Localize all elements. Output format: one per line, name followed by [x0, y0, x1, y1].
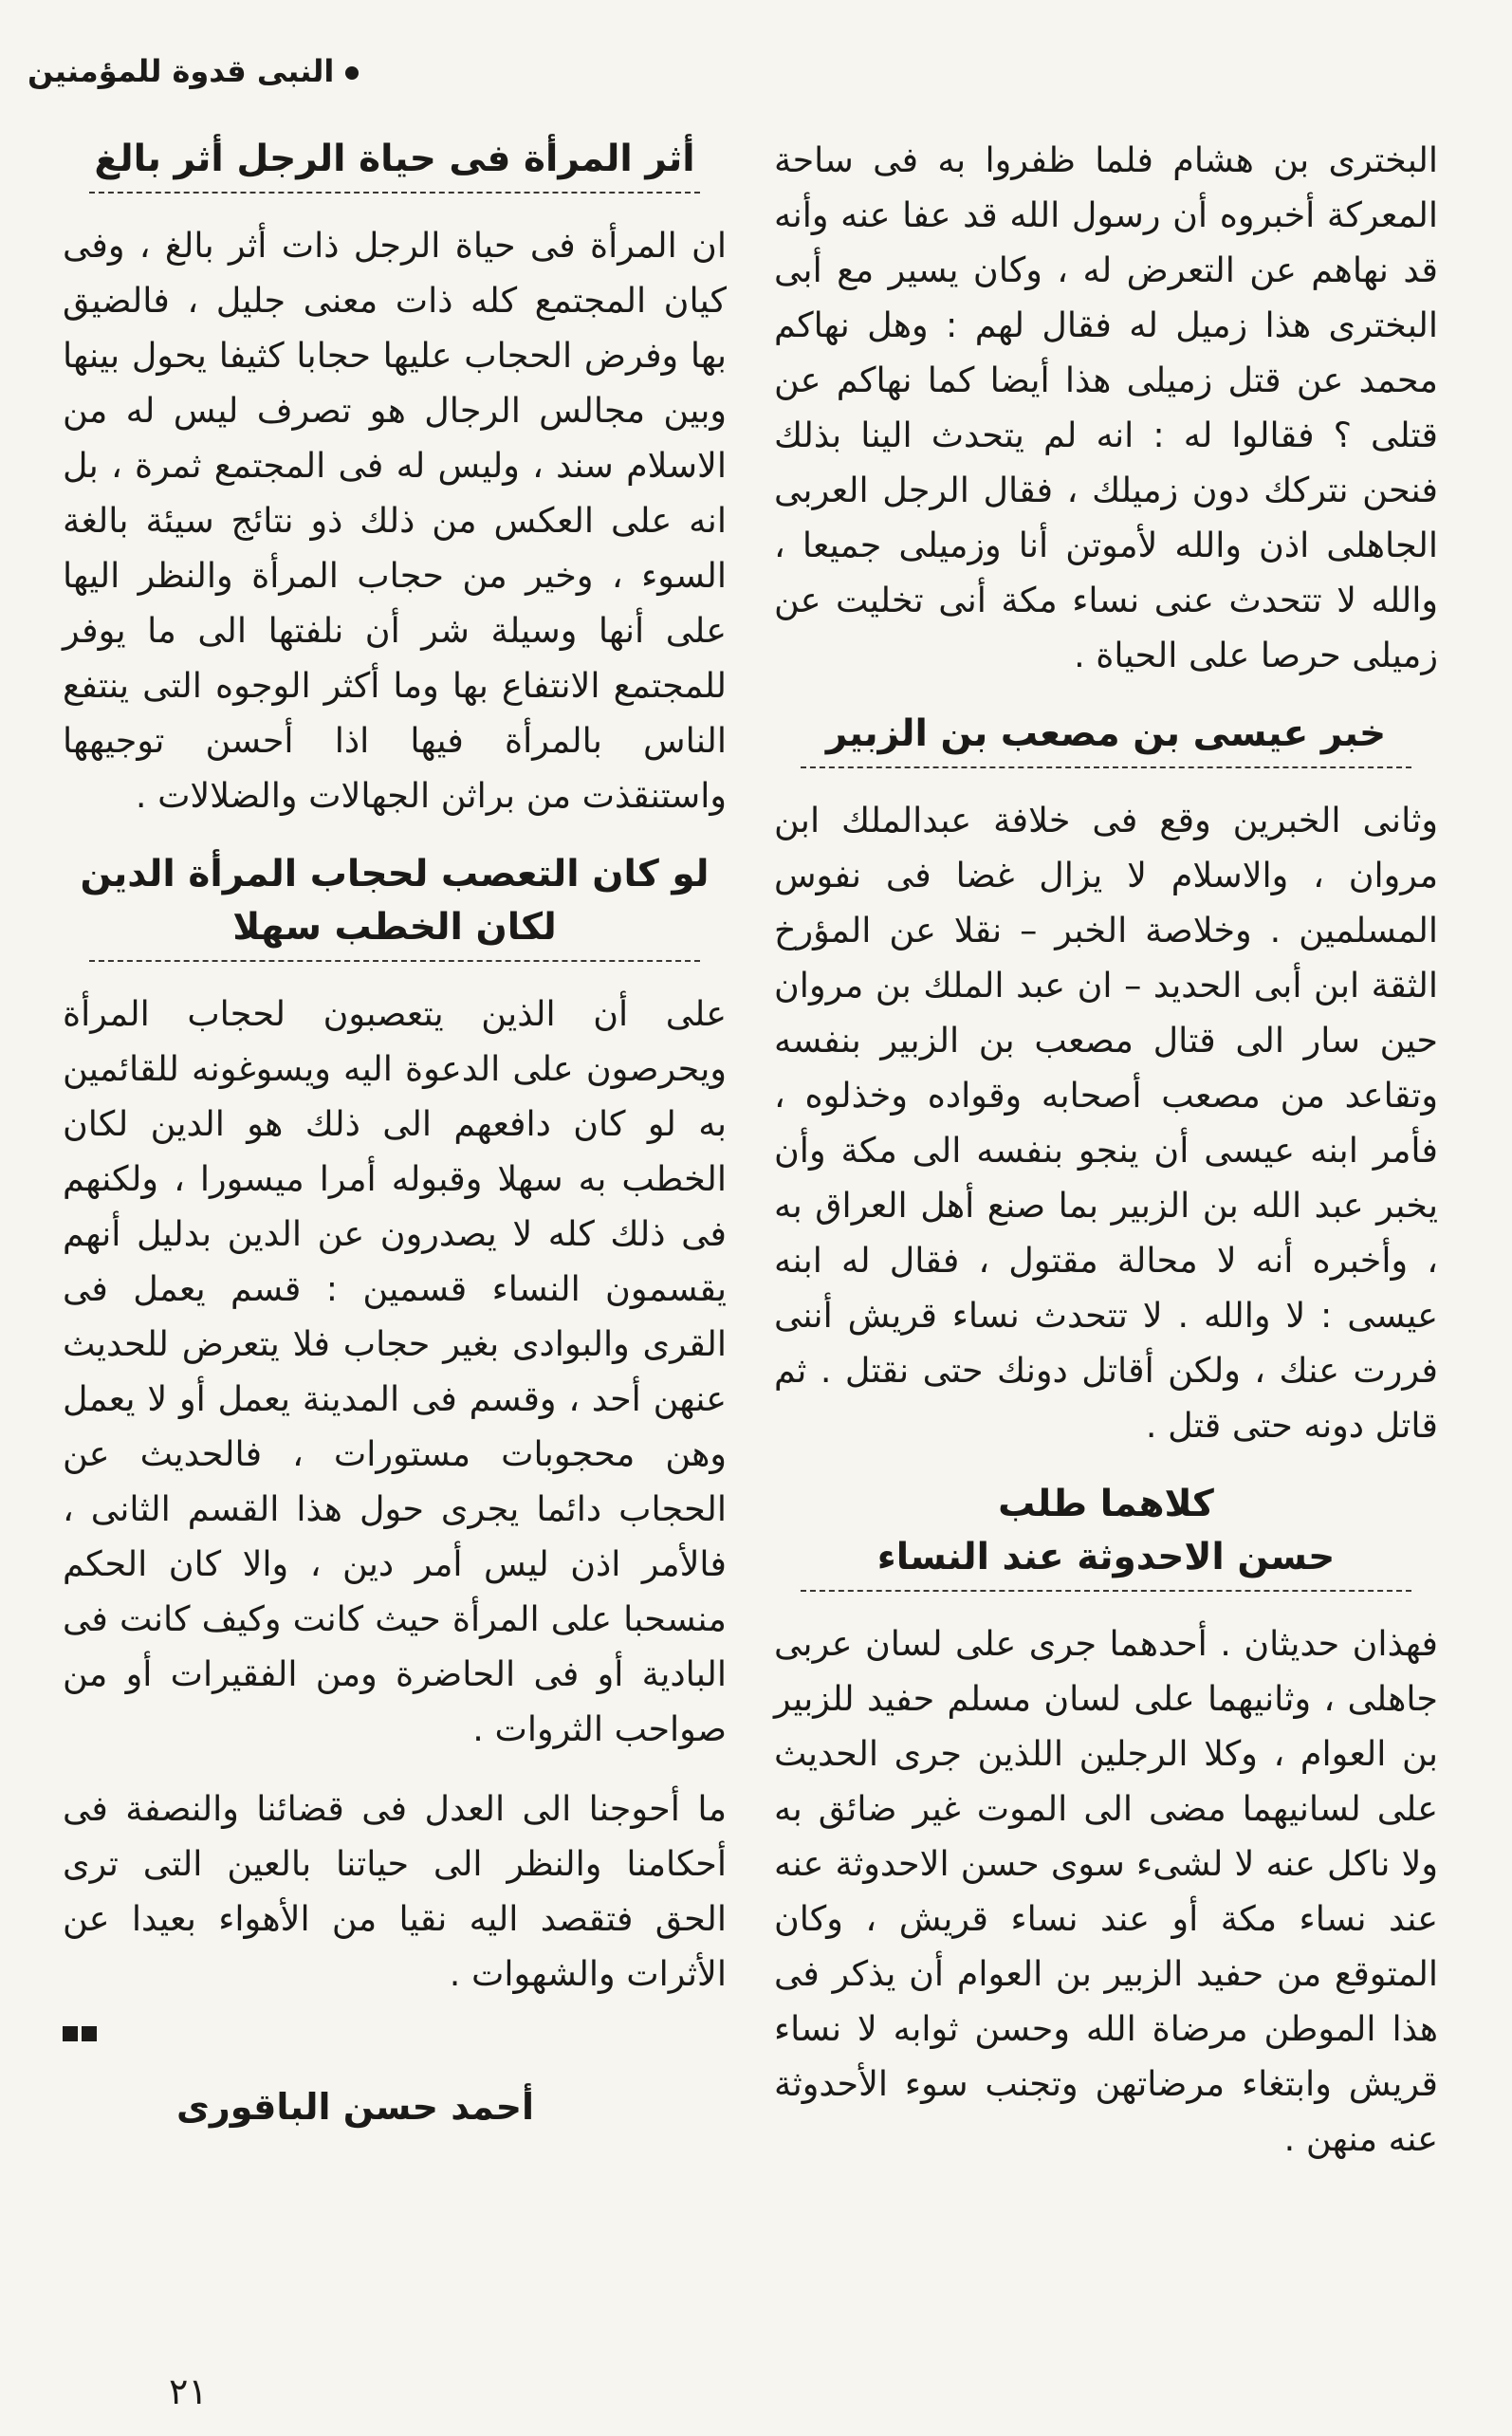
right-paragraph-3: فهذان حديثان . أحدهما جرى على لسان عربى جاهلى ، وثانيهما على لسان مسلم حفيد للزبير بن العوام ، وكلا الرجلين اللذين جرى الحديث على لسانيهما مضى الى الموت غير ضائق به ولا ناكل عنه لا لشىء سوى حسن الاحدوثة عنه عند نساء مكة أو عند نساء قريش ، وكان المتوقع من حفيد الزبير بن العوام أن يذكر فى هذا الموطن مرضاة الله وحسن ثوابه لا نساء قريش وابتغاء مرضاتهن وتجنب سوء الأحدوثة عنه منهن .: [774, 1623, 1438, 2159]
right-column: [774, 133, 1438, 2191]
left-paragraph-1: ان المرأة فى حياة الرجل ذات أثر بالغ ، وفى كيان المجتمع كله ذات معنى جليل ، فالضيق بها وفرض الحجاب عليها حجابا كثيفا يحول بينها وبين مجالس الرجال هو تصرف ليس له من الاسلام سند ، وليس له فى المجتمع ثمرة ، بل انه على العكس من ذلك ذو نتائج سيئة بالغة السوء ، وخير من حجاب المرأة والنظر اليها على أنها وسيلة شر أن نلفتها الى ما يوفر للمجتمع الانتفاع بها وما أكثر الوجوه التى ينتفع الناس بالمرأة فيها اذا أحسن توجيهها واستنقذت من براثن الجهالات والضلالات .: [63, 225, 727, 816]
left-heading-2-line2: لكان الخطب سهلا: [232, 906, 557, 949]
square-mark-icon: [82, 2026, 97, 2041]
end-of-article-marks: [63, 2026, 727, 2045]
left-heading-2-line1: لو كان التعصب لحجاب المرأة الدين: [80, 853, 710, 895]
right-intro-paragraph: البخترى بن هشام فلما ظفروا به فى ساحة المعركة أخبروه أن رسول الله قد عفا عنه وأنه قد نهاهم عن التعرض له ، وكان يسير مع أبى البخترى هذا زميل له فقال لهم : وهل نهاكم محمد عن قتل زميلى هذا أيضا كما نهاكم عن قتلى ؟ فقالوا له : انه لم يتحدث الينا بذلك فنحن نتركك دون زميلك ، فقال الرجل العربى الجاهلى اذن والله لأموتن أنا وزميلى جميعا ، والله لا تتحدث عنى نساء مكة أنى تخليت عن زميلى حرصا على الحياة .: [774, 139, 1438, 675]
left-heading-1-text: أثر المرأة فى حياة الرجل أثر بالغ: [94, 138, 695, 180]
page-number: ٢١: [169, 2371, 208, 2412]
right-heading-3-line1: كلاهما طلب: [998, 1483, 1214, 1525]
left-paragraph-2: على أن الذين يتعصبون لحجاب المرأة ويحرصون على الدعوة اليه ويسوغونه للقائمين به لو كان دافعهم الى ذلك هو الدين لكان الخطب به سهلا وقبوله أمرا ميسورا ، ولكنهم فى ذلك كله لا يصدرون عن الدين بدليل أنهم يقسمون النساء قسمين : قسم يعمل فى القرى والبوادى بغير حجاب فلا يتعرض للحديث عنهن أحد ، وقسم فى المدينة يعمل أو لا يعمل وهن محجوبات مستورات ، فالحديث عن الحجاب دائما يجرى حول هذا القسم الثانى ، فالأمر اذن ليس أمر دين ، والا كان الحكم منسحبا على المرأة حيث كانت وكيف كانت فى البادية أو فى الحاضرة ومن الفقيرات أو من صواحب الثروات .: [63, 993, 727, 1749]
author-signature: أحمد حسن الباقورى: [176, 2086, 535, 2128]
square-mark-icon: [63, 2026, 78, 2041]
right-heading-3: [774, 1478, 1438, 1584]
right-heading-3-line2: حسن الاحدوثة عند النساء: [876, 1536, 1336, 1578]
left-column: [63, 133, 727, 2131]
running-head: [28, 52, 388, 90]
right-heading-2-text: خبر عيسى بن مصعب بن الزبير: [825, 712, 1387, 755]
left-paragraph-3: ما أحوجنا الى العدل فى قضائنا والنصفة فى أحكامنا والنظر الى حياتنا بالعين التى ترى الحق فتقصد اليه نقيا من الأهواء بعيدا عن الأثرات والشهوات .: [63, 1788, 727, 1994]
heading-rule: [801, 766, 1411, 768]
left-heading-1: [63, 133, 727, 186]
running-head-text: النبى قدوة للمؤمنين: [28, 53, 335, 89]
right-paragraph-2: وثانى الخبرين وقع فى خلافة عبدالملك ابن مروان ، والاسلام لا يزال غضا فى نفوس المسلمين . وخلاصة الخبر – نقلا عن المؤرخ الثقة ابن أبى الحديد – ان عبد الملك بن مروان حين سار الى قتال مصعب بن الزبير بنفسه وتقاعد من مصعب أصحابه وقواده وخذلوه ، فأمر ابنه عيسى أن ينجو بنفسه الى مكة وأن يخبر عبد الله بن الزبير بما صنع أهل العراق به ، وأخبره أنه لا محالة مقتول ، فقال له ابنه عيسى : لا والله . لا تتحدث نساء قريش أننى فررت عنك ، ولكن أقاتل دونك حتى نقتل . ثم قاتل دونه حتى قتل .: [774, 800, 1438, 1446]
right-heading-2: [774, 708, 1438, 761]
heading-rule: [89, 960, 700, 962]
left-heading-2: [63, 848, 727, 954]
bullet-icon: [345, 66, 359, 80]
heading-rule: [801, 1590, 1411, 1592]
heading-rule: [89, 192, 700, 194]
